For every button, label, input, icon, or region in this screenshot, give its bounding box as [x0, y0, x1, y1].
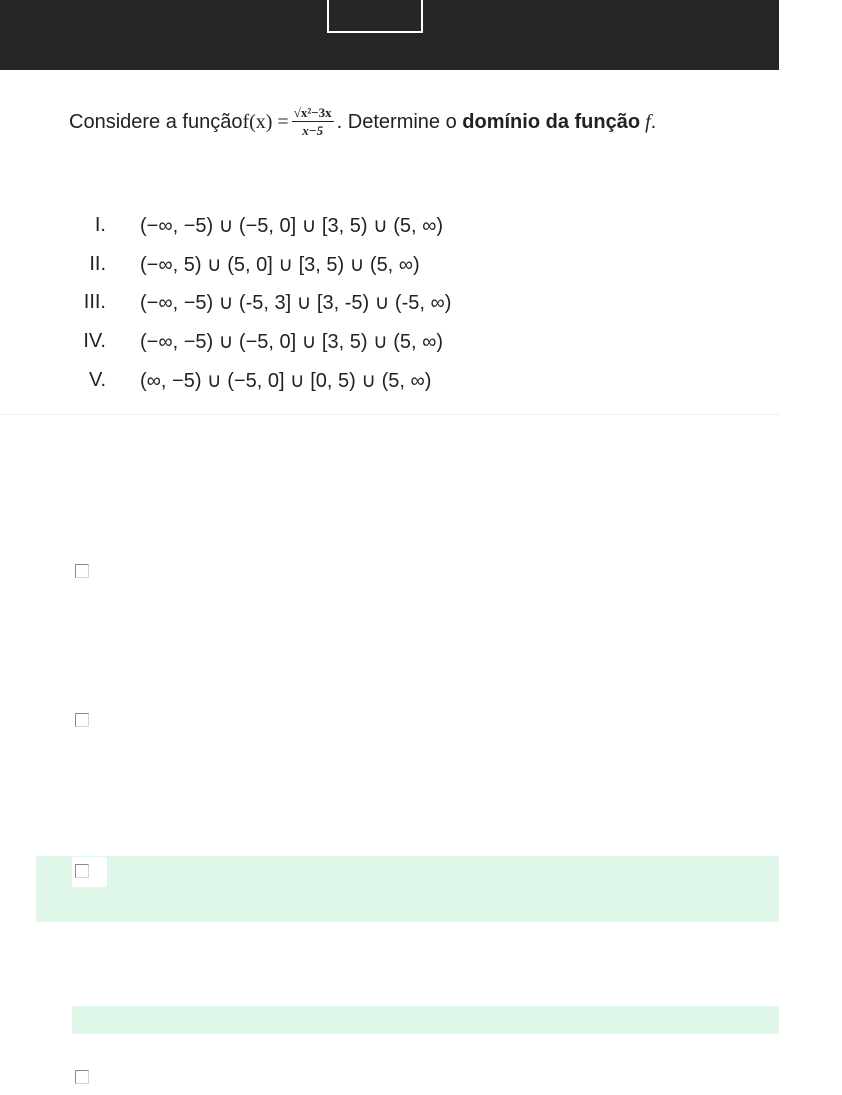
- option-text: (−∞, −5) ∪ (−5, 0] ∪ [3, 5) ∪ (5, ∞): [140, 214, 444, 237]
- fraction-denominator: x−5: [302, 123, 324, 138]
- option-text: (∞, −5) ∪ (−5, 0] ∪ [0, 5) ∪ (5, ∞): [140, 369, 432, 392]
- option-item: [70, 322, 670, 361]
- top-bar: [0, 0, 779, 70]
- option-number: I.: [94, 213, 106, 236]
- section-divider: [0, 414, 780, 415]
- option-text: (−∞, −5) ∪ (−5, 0] ∪ [3, 5) ∪ (5, ∞): [140, 330, 444, 353]
- fraction-numerator: √x²−3x: [293, 105, 332, 120]
- option-item: [70, 245, 670, 284]
- option-number: II.: [89, 252, 106, 275]
- answer-highlight-bar: [72, 1006, 779, 1034]
- option-text: (−∞, −5) ∪ (-5, 3] ∪ [3, -5) ∪ (-5, ∞): [140, 292, 452, 315]
- option-number: IV.: [83, 329, 106, 352]
- option-text: (−∞, 5) ∪ (5, 0] ∪ [3, 5) ∪ (5, ∞): [140, 253, 420, 276]
- question-suffix: .: [650, 111, 657, 133]
- option-number: III.: [83, 291, 106, 314]
- question-middle: . Determine o: [336, 111, 463, 133]
- answer-checkbox-3[interactable]: [75, 864, 89, 878]
- question-prefix: Considere a função: [69, 111, 243, 133]
- function-fraction: [292, 106, 334, 138]
- option-item: [70, 283, 670, 322]
- function-label: f(x) =: [242, 111, 289, 133]
- option-item: [70, 206, 670, 245]
- question-bold: domínio da função: [462, 111, 641, 133]
- options-list: [70, 206, 670, 399]
- function-variable: f: [645, 111, 651, 133]
- top-bar-button[interactable]: [327, 0, 423, 33]
- option-item: [70, 361, 670, 400]
- answer-checkbox-4[interactable]: [75, 1070, 89, 1084]
- option-number: V.: [88, 368, 106, 391]
- answer-checkbox-2[interactable]: [75, 713, 89, 727]
- answer-checkbox-1[interactable]: [75, 564, 89, 578]
- question-text: [69, 106, 769, 138]
- answer-highlight-row: [36, 856, 779, 922]
